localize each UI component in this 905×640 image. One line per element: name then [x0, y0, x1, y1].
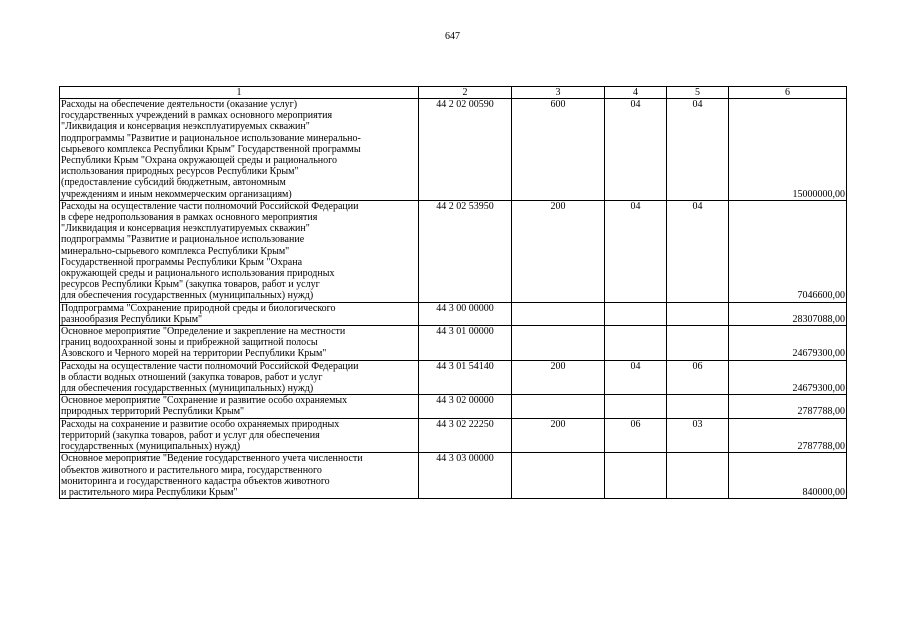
row-subsection — [667, 453, 729, 499]
column-header: 6 — [729, 87, 847, 99]
row-budget-code: 44 2 02 00590 — [419, 99, 512, 201]
column-header: 2 — [419, 87, 512, 99]
row-amount: 15000000,00 — [729, 99, 847, 201]
row-subsection: 03 — [667, 418, 729, 453]
row-description: Расходы на обеспечение деятельности (оказание услуг) государственных учреждений в рамках основного мероприятия "Ликвидация и консервация неэксплуатируемых скважин" подпрограммы "Развитие и рациональное использование минерально- сырьевого комплекса Республики Крым" Государственной программы Республики Крым "Охрана окружающей среды и рационального использования природных ресурсов Республики Крым" (предоставление субсидий бюджетным, автономным учреждениям и иным некоммерческим организациям) — [60, 99, 419, 201]
budget-table — [59, 86, 847, 499]
row-section: 04 — [605, 200, 667, 302]
row-expense-type — [512, 302, 605, 325]
row-amount: 2787788,00 — [729, 418, 847, 453]
row-amount: 840000,00 — [729, 453, 847, 499]
row-section — [605, 395, 667, 418]
table-row — [60, 395, 847, 418]
row-amount: 24679300,00 — [729, 326, 847, 361]
row-subsection: 06 — [667, 360, 729, 395]
row-description: Основное мероприятие "Ведение государственного учета численности объектов животного и растительного мира, государственного мониторинга и государственного кадастра объектов животного и растительного мира Республики Крым" — [60, 453, 419, 499]
row-budget-code: 44 3 02 22250 — [419, 418, 512, 453]
row-section — [605, 326, 667, 361]
row-subsection — [667, 395, 729, 418]
row-description: Подпрограмма "Сохранение природной среды и биологического разнообразия Республики Крым" — [60, 302, 419, 325]
row-section — [605, 453, 667, 499]
row-subsection — [667, 326, 729, 361]
row-budget-code: 44 3 03 00000 — [419, 453, 512, 499]
row-expense-type: 200 — [512, 200, 605, 302]
table-row — [60, 326, 847, 361]
row-subsection: 04 — [667, 200, 729, 302]
column-header: 5 — [667, 87, 729, 99]
row-description: Расходы на осуществление части полномочий Российской Федерации в сфере недропользования в рамках основного мероприятия "Ликвидация и консервация неэксплуатируемых скважин" подпрограммы "Развитие и рациональное использование минерально-сырьевого комплекса Республики Крым" Государственной программы Республики Крым "Охрана окружающей среды и рационального использования природных ресурсов Республики Крым" (закупка товаров, работ и услуг для обеспечения государственных (муниципальных) нужд) — [60, 200, 419, 302]
table-row — [60, 453, 847, 499]
row-expense-type: 600 — [512, 99, 605, 201]
column-header: 1 — [60, 87, 419, 99]
table-row — [60, 418, 847, 453]
row-section — [605, 302, 667, 325]
row-budget-code: 44 2 02 53950 — [419, 200, 512, 302]
row-section: 04 — [605, 360, 667, 395]
row-subsection: 04 — [667, 99, 729, 201]
row-expense-type: 200 — [512, 360, 605, 395]
row-amount: 7046600,00 — [729, 200, 847, 302]
row-subsection — [667, 302, 729, 325]
row-expense-type — [512, 395, 605, 418]
row-expense-type: 200 — [512, 418, 605, 453]
row-expense-type — [512, 326, 605, 361]
row-budget-code: 44 3 01 54140 — [419, 360, 512, 395]
row-amount: 24679300,00 — [729, 360, 847, 395]
table-row — [60, 360, 847, 395]
table-row — [60, 302, 847, 325]
row-description: Расходы на осуществление части полномочий Российской Федерации в области водных отношений (закупка товаров, работ и услуг для обеспечения государственных (муниципальных) нужд) — [60, 360, 419, 395]
row-description: Расходы на сохранение и развитие особо охраняемых природных территорий (закупка товаров, работ и услуг для обеспечения государственных (муниципальных) нужд) — [60, 418, 419, 453]
row-amount: 28307088,00 — [729, 302, 847, 325]
page-number: 647 — [445, 31, 460, 42]
table-row — [60, 99, 847, 201]
row-description: Основное мероприятие "Определение и закрепление на местности границ водоохранной зоны и прибрежной защитной полосы Азовского и Черного морей на территории Республики Крым" — [60, 326, 419, 361]
row-description: Основное мероприятие "Сохранение и развитие особо охраняемых природных территорий Республики Крым" — [60, 395, 419, 418]
table-body — [60, 87, 847, 499]
column-header: 3 — [512, 87, 605, 99]
column-header: 4 — [605, 87, 667, 99]
row-section: 06 — [605, 418, 667, 453]
row-budget-code: 44 3 01 00000 — [419, 326, 512, 361]
row-section: 04 — [605, 99, 667, 201]
row-amount: 2787788,00 — [729, 395, 847, 418]
table-row — [60, 200, 847, 302]
row-expense-type — [512, 453, 605, 499]
row-budget-code: 44 3 00 00000 — [419, 302, 512, 325]
row-budget-code: 44 3 02 00000 — [419, 395, 512, 418]
table-header-row — [60, 87, 847, 99]
